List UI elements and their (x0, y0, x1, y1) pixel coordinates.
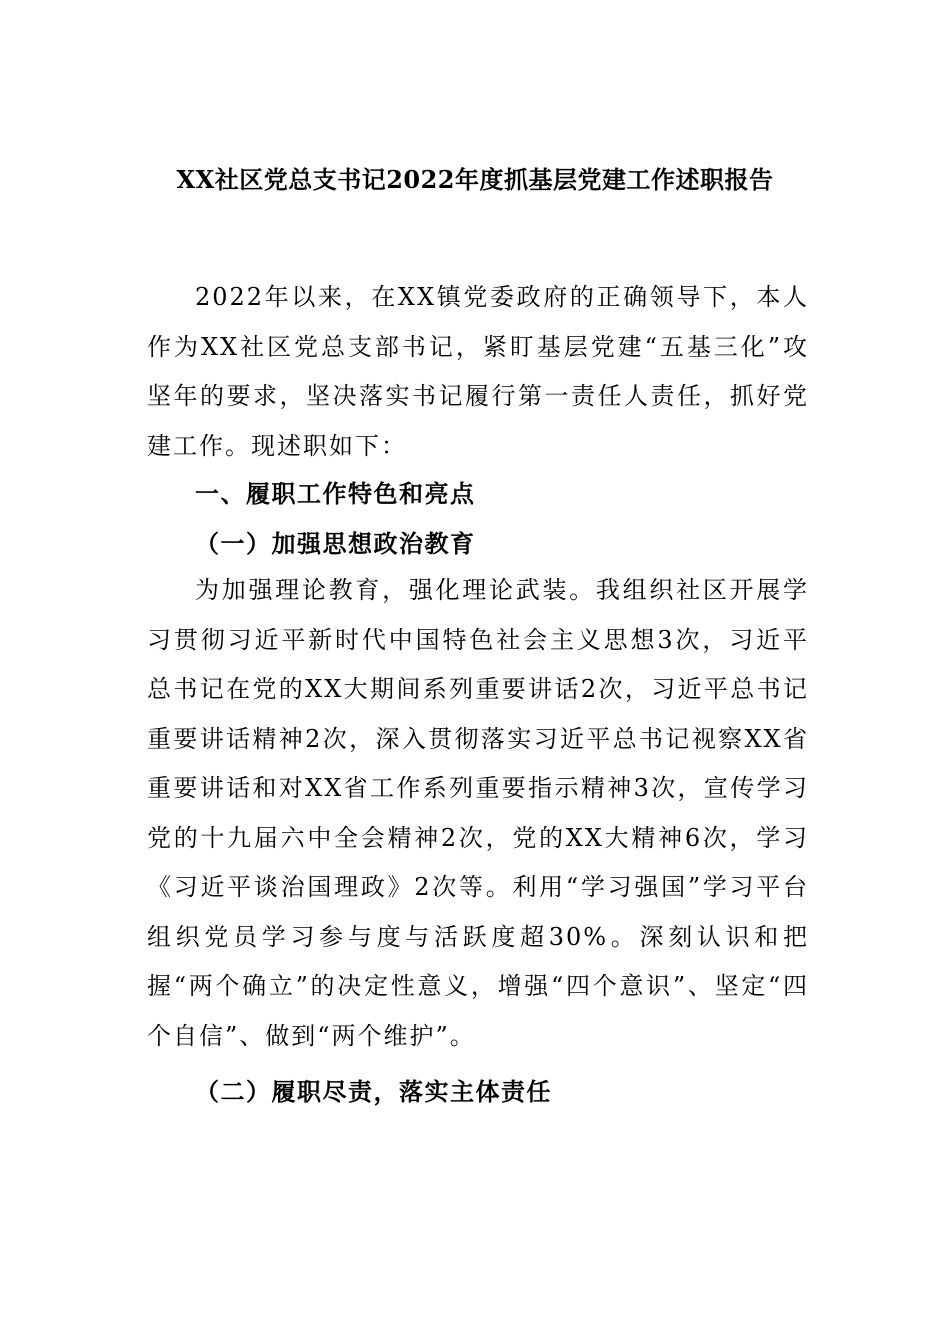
subsection-1-paragraph: 为加强理论教育，强化理论武装。我组织社区开展学习贯彻习近平新时代中国特色社会主义思想3次，习近平总书记在党的XX大期间系列重要讲话2次，习近平总书记重要讲话精神2次，深入贯彻落实习近平总书记视察XX省重要讲话和对XX省工作系列重要指示精神3次，宣传学习党的十九届六中全会精神2次，党的XX大精神6次，学习《习近平谈治国理政》2次等。利用“学习强国”学习平台组织党员学习参与度与活跃度超30%。深刻认识和把握“两个确立”的决定性意义，增强“四个意识”、坚定“四个自信”、做到“两个维护”。 (147, 576, 809, 1050)
subsection-2-heading: （二）履职尽责，落实主体责任 (195, 1077, 552, 1106)
intro-paragraph: 2022年以来，在XX镇党委政府的正确领导下，本人作为XX社区党总支部书记，紧盯基层党建“五基三化”攻坚年的要求，坚决落实书记履行第一责任人责任，抓好党建工作。现述职如下： (147, 283, 809, 460)
section-1-heading: 一、履职工作特色和亮点 (195, 479, 476, 508)
document-title: XX社区党总支书记2022年度抓基层党建工作述职报告 (176, 165, 774, 194)
subsection-1-heading: （一）加强思想政治教育 (195, 529, 476, 558)
